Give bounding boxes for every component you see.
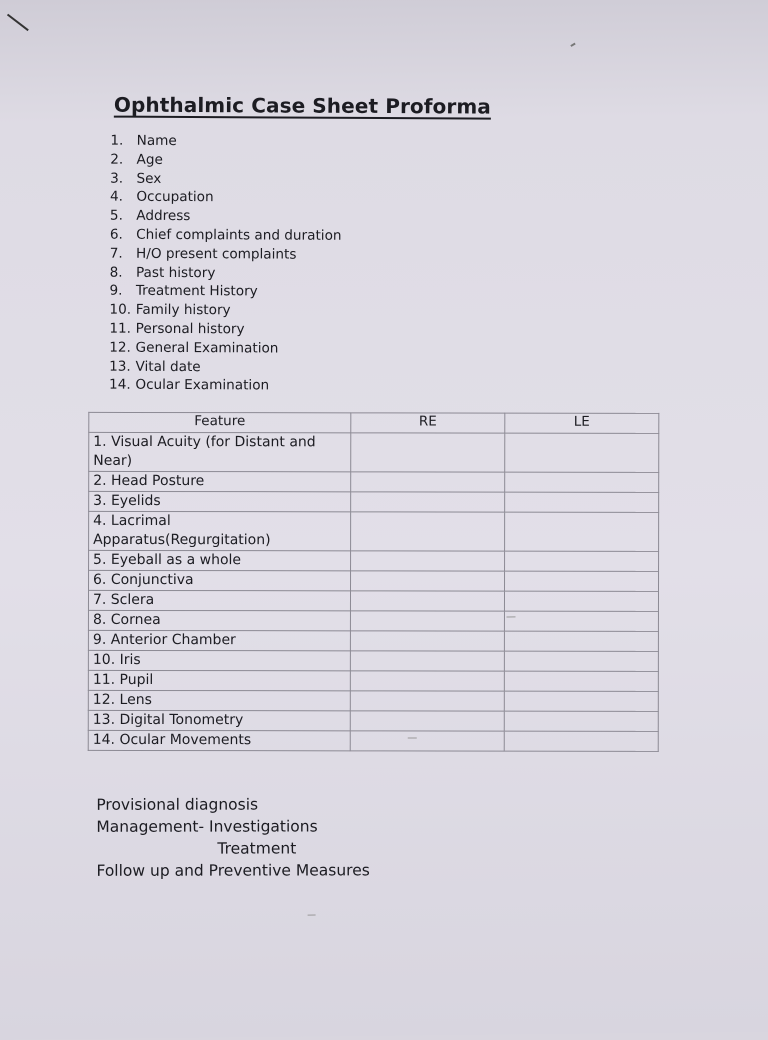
feature-cell: 6. Conjunctiva <box>89 570 351 590</box>
provisional-diagnosis-label: Provisional diagnosis <box>96 795 259 814</box>
footer-section <box>96 793 370 881</box>
document-title: Ophthalmic Case Sheet Proforma <box>113 92 492 119</box>
list-item: 5. Address <box>109 207 191 225</box>
le-cell <box>504 591 658 611</box>
le-cell <box>504 731 658 751</box>
table-row <box>88 650 658 671</box>
le-cell <box>504 711 658 731</box>
re-cell <box>350 711 504 731</box>
feature-cell: 12. Lens <box>88 690 350 710</box>
re-cell <box>351 551 505 571</box>
re-cell <box>351 433 505 472</box>
le-cell <box>505 512 659 551</box>
feature-cell: 13. Digital Tonometry <box>88 710 350 730</box>
table-row <box>88 630 658 651</box>
list-item: 1. Name <box>110 132 177 149</box>
le-cell <box>505 433 659 472</box>
list-item: 8. Past history <box>109 264 216 281</box>
list-item: 12. General Examination <box>109 339 279 357</box>
feature-cell: 11. Pupil <box>88 670 350 690</box>
ocular-examination-table <box>88 412 660 752</box>
pen-mark <box>7 14 29 31</box>
table-row <box>88 690 658 711</box>
feature-cell: 10. Iris <box>88 650 350 670</box>
list-item: 9. Treatment History <box>109 283 258 300</box>
le-cell <box>505 571 659 591</box>
le-cell <box>504 691 658 711</box>
table-row <box>89 511 659 551</box>
management-label: Management- Investigations <box>96 817 318 836</box>
list-item: 4. Occupation <box>110 189 214 206</box>
list-item: 13. Vital date <box>109 358 201 375</box>
le-cell <box>504 611 658 631</box>
feature-cell: 7. Sclera <box>88 590 350 610</box>
re-cell <box>350 731 504 751</box>
table-row <box>88 730 658 751</box>
re-cell <box>351 472 505 492</box>
list-item: 14. Ocular Examination <box>109 376 270 394</box>
re-cell <box>350 671 504 691</box>
re-cell <box>350 631 504 651</box>
table-row <box>89 550 659 571</box>
table-row <box>89 471 659 492</box>
le-cell <box>505 551 659 571</box>
list-item: 2. Age <box>110 151 163 168</box>
proforma-item-list <box>109 132 342 396</box>
table-row <box>88 710 658 731</box>
feature-cell: 4. Lacrimal Apparatus(Regurgitation) <box>89 511 351 550</box>
re-cell <box>350 651 504 671</box>
list-item: 10. Family history <box>109 301 231 319</box>
list-item: 6. Chief complaints and duration <box>109 226 342 244</box>
ink-speck <box>308 915 316 916</box>
re-cell <box>351 571 505 591</box>
le-cell <box>505 472 659 492</box>
le-cell <box>505 492 659 512</box>
treatment-label: Treatment <box>217 839 297 858</box>
re-cell <box>350 591 504 611</box>
le-cell <box>504 651 658 671</box>
feature-cell: 3. Eyelids <box>89 491 351 511</box>
list-item: 11. Personal history <box>109 320 245 338</box>
list-item: 3. Sex <box>110 170 162 187</box>
list-item: 7. H/O present complaints <box>109 245 297 263</box>
feature-cell: 14. Ocular Movements <box>88 730 350 750</box>
table-row <box>89 491 659 512</box>
follow-up-label: Follow up and Preventive Measures <box>96 861 370 880</box>
re-cell <box>351 492 505 512</box>
feature-cell: 2. Head Posture <box>89 471 351 491</box>
re-cell <box>350 611 504 631</box>
re-cell <box>351 512 505 551</box>
ink-speck <box>570 43 575 47</box>
feature-cell: 5. Eyeball as a whole <box>89 550 351 570</box>
column-header-feature: Feature <box>89 412 351 432</box>
le-cell <box>504 671 658 691</box>
column-header-re: RE <box>351 413 505 433</box>
re-cell <box>350 691 504 711</box>
feature-cell: 9. Anterior Chamber <box>88 630 350 650</box>
table-row <box>88 590 658 611</box>
feature-cell: 8. Cornea <box>88 610 350 630</box>
table-row <box>88 670 658 691</box>
table-row <box>88 610 658 631</box>
column-header-le: LE <box>505 413 659 433</box>
table-row <box>89 570 659 591</box>
le-cell <box>504 631 658 651</box>
table-row <box>89 432 659 472</box>
table-header-row <box>89 412 659 433</box>
feature-cell: 1. Visual Acuity (for Distant and Near) <box>89 432 351 471</box>
